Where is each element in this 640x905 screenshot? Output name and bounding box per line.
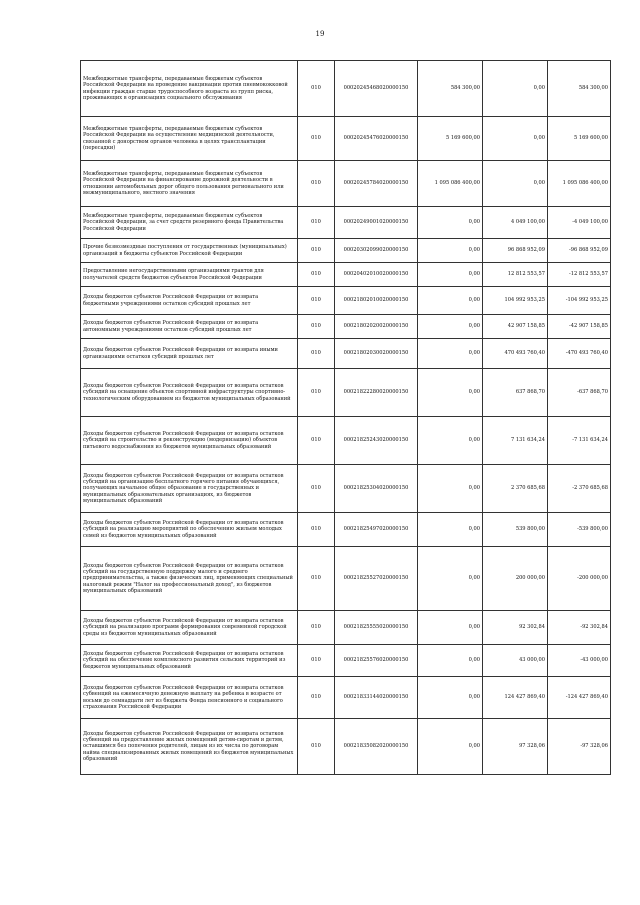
approved-plan-cell: 0,00	[418, 677, 483, 719]
table-row	[81, 263, 611, 287]
unexecuted-amount-cell: -2 370 685,68	[548, 465, 611, 513]
approved-plan-cell: 0,00	[418, 315, 483, 339]
revenue-name-cell: Доходы бюджетов субъектов Российской Федерации от возврата остатков субсидий на строительство и реконструкцию (модернизацию) объектов питьевого водоснабжения из бюджетов муниципальных образований	[81, 417, 298, 465]
unexecuted-amount-cell: -43 000,00	[548, 645, 611, 677]
unexecuted-amount-cell: -42 907 158,85	[548, 315, 611, 339]
line-code-cell: 010	[298, 513, 335, 547]
line-code-cell: 010	[298, 645, 335, 677]
classification-code-cell: 00021825576020000150	[335, 645, 418, 677]
unexecuted-amount-cell: -12 812 553,57	[548, 263, 611, 287]
table-row	[81, 645, 611, 677]
line-code-cell: 010	[298, 315, 335, 339]
approved-plan-cell: 0,00	[418, 287, 483, 315]
approved-plan-cell: 1 095 086 400,00	[418, 161, 483, 207]
line-code-cell: 010	[298, 465, 335, 513]
table-row	[81, 719, 611, 775]
budget-revenue-table	[80, 60, 611, 775]
revenue-name-cell: Доходы бюджетов субъектов Российской Федерации от возврата иными организациями остатков субсидий прошлых лет	[81, 339, 298, 369]
classification-code-cell: 00020402010020000150	[335, 263, 418, 287]
classification-code-cell: 00020245468020000150	[335, 61, 418, 117]
executed-amount-cell: 4 049 100,00	[483, 207, 548, 239]
unexecuted-amount-cell: -470 493 760,40	[548, 339, 611, 369]
line-code-cell: 010	[298, 161, 335, 207]
table-row	[81, 611, 611, 645]
classification-code-cell: 00020249001020000150	[335, 207, 418, 239]
executed-amount-cell: 96 868 952,09	[483, 239, 548, 263]
table-row	[81, 547, 611, 611]
line-code-cell: 010	[298, 611, 335, 645]
revenue-name-cell: Межбюджетные трансферты, передаваемые бюджетам субъектов Российской Федерации на финансирование дорожной деятельности в отношении автомобильных дорог общего пользования регионального или межмуниципального, местного значения	[81, 161, 298, 207]
revenue-name-cell: Доходы бюджетов субъектов Российской Федерации от возврата остатков субсидий на государственную поддержку малого и среднего предпринимательства, а также физических лиц, применяющих специальный налоговый режим "Налог на профессиональный доход", из бюджетов муниципальных образований	[81, 547, 298, 611]
unexecuted-amount-cell: -124 427 869,40	[548, 677, 611, 719]
executed-amount-cell: 12 812 553,57	[483, 263, 548, 287]
classification-code-cell: 00021825527020000150	[335, 547, 418, 611]
revenue-name-cell: Прочие безвозмездные поступления от государственных (муниципальных) организаций в бюджеты субъектов Российской Федерации	[81, 239, 298, 263]
line-code-cell: 010	[298, 677, 335, 719]
classification-code-cell: 00021802030020000150	[335, 339, 418, 369]
executed-amount-cell: 42 907 158,85	[483, 315, 548, 339]
classification-code-cell: 00021822280020000150	[335, 369, 418, 417]
executed-amount-cell: 92 302,84	[483, 611, 548, 645]
approved-plan-cell: 0,00	[418, 719, 483, 775]
table-row	[81, 369, 611, 417]
approved-plan-cell: 0,00	[418, 547, 483, 611]
table-row	[81, 61, 611, 117]
line-code-cell: 010	[298, 61, 335, 117]
classification-code-cell: 00021825497020000150	[335, 513, 418, 547]
revenue-name-cell: Доходы бюджетов субъектов Российской Федерации от возврата остатков субсидий на организацию бесплатного горячего питания обучающихся, получающих начальное общее образование в государственных и муниципальных образовательных организациях, из бюджетов муниципальных образований	[81, 465, 298, 513]
line-code-cell: 010	[298, 417, 335, 465]
unexecuted-amount-cell: -200 000,00	[548, 547, 611, 611]
classification-code-cell: 00021825555020000150	[335, 611, 418, 645]
classification-code-cell: 00020245784020000150	[335, 161, 418, 207]
approved-plan-cell: 584 300,00	[418, 61, 483, 117]
executed-amount-cell: 0,00	[483, 161, 548, 207]
table-row	[81, 339, 611, 369]
table-row	[81, 417, 611, 465]
revenue-name-cell: Доходы бюджетов субъектов Российской Федерации от возврата остатков субсидий на обеспечение комплексного развития сельских территорий из бюджетов муниципальных образований	[81, 645, 298, 677]
executed-amount-cell: 0,00	[483, 61, 548, 117]
unexecuted-amount-cell: -4 049 100,00	[548, 207, 611, 239]
table-row	[81, 117, 611, 161]
unexecuted-amount-cell: 584 300,00	[548, 61, 611, 117]
line-code-cell: 010	[298, 207, 335, 239]
unexecuted-amount-cell: -96 868 952,09	[548, 239, 611, 263]
revenue-name-cell: Межбюджетные трансферты, передаваемые бюджетам субъектов Российской Федерации на осуществление медицинской деятельности, связанной с донорством органов человека в целях трансплантации (пересадки)	[81, 117, 298, 161]
classification-code-cell: 00021833144020000150	[335, 677, 418, 719]
page-number: 19	[315, 30, 325, 38]
unexecuted-amount-cell: -104 992 953,25	[548, 287, 611, 315]
executed-amount-cell: 0,00	[483, 117, 548, 161]
line-code-cell: 010	[298, 239, 335, 263]
executed-amount-cell: 470 493 760,40	[483, 339, 548, 369]
approved-plan-cell: 0,00	[418, 239, 483, 263]
classification-code-cell: 00021825243020000150	[335, 417, 418, 465]
approved-plan-cell: 0,00	[418, 645, 483, 677]
executed-amount-cell: 104 992 953,25	[483, 287, 548, 315]
revenue-name-cell: Межбюджетные трансферты, передаваемые бюджетам субъектов Российской Федерации, за счет средств резервного фонда Правительства Российской Федерации	[81, 207, 298, 239]
line-code-cell: 010	[298, 369, 335, 417]
revenue-name-cell: Доходы бюджетов субъектов Российской Федерации от возврата автономными учреждениями остатков субсидий прошлых лет	[81, 315, 298, 339]
classification-code-cell: 00021825304020000150	[335, 465, 418, 513]
revenue-name-cell: Доходы бюджетов субъектов Российской Федерации от возврата остатков субсидий на реализацию мероприятий по обеспечению жильем молодых семей из бюджетов муниципальных образований	[81, 513, 298, 547]
executed-amount-cell: 43 000,00	[483, 645, 548, 677]
unexecuted-amount-cell: -97 328,06	[548, 719, 611, 775]
executed-amount-cell: 124 427 869,40	[483, 677, 548, 719]
revenue-name-cell: Предоставление негосударственными организациями грантов для получателей средств бюджетов субъектов Российской Федерации	[81, 263, 298, 287]
line-code-cell: 010	[298, 287, 335, 315]
approved-plan-cell: 0,00	[418, 369, 483, 417]
executed-amount-cell: 7 131 634,24	[483, 417, 548, 465]
table-row	[81, 465, 611, 513]
classification-code-cell: 00021835082020000150	[335, 719, 418, 775]
approved-plan-cell: 0,00	[418, 611, 483, 645]
executed-amount-cell: 637 868,70	[483, 369, 548, 417]
unexecuted-amount-cell: -92 302,84	[548, 611, 611, 645]
unexecuted-amount-cell: -7 131 634,24	[548, 417, 611, 465]
unexecuted-amount-cell: -637 868,70	[548, 369, 611, 417]
line-code-cell: 010	[298, 263, 335, 287]
executed-amount-cell: 2 370 685,68	[483, 465, 548, 513]
revenue-name-cell: Доходы бюджетов субъектов Российской Федерации от возврата остатков субсидий на реализацию программ формирования современной городской среды из бюджетов муниципальных образований	[81, 611, 298, 645]
approved-plan-cell: 0,00	[418, 513, 483, 547]
executed-amount-cell: 97 328,06	[483, 719, 548, 775]
table-row	[81, 677, 611, 719]
line-code-cell: 010	[298, 117, 335, 161]
approved-plan-cell: 0,00	[418, 339, 483, 369]
approved-plan-cell: 0,00	[418, 207, 483, 239]
table-row	[81, 513, 611, 547]
classification-code-cell: 00020302099020000150	[335, 239, 418, 263]
classification-code-cell: 00021802010020000150	[335, 287, 418, 315]
line-code-cell: 010	[298, 547, 335, 611]
unexecuted-amount-cell: 1 095 086 400,00	[548, 161, 611, 207]
approved-plan-cell: 5 169 600,00	[418, 117, 483, 161]
classification-code-cell: 00021802020020000150	[335, 315, 418, 339]
approved-plan-cell: 0,00	[418, 417, 483, 465]
table-row	[81, 239, 611, 263]
revenue-name-cell: Доходы бюджетов субъектов Российской Федерации от возврата остатков субвенций на предоставление жилых помещений детям-сиротам и детям, оставшимся без попечения родителей, лицам из их числа по договорам найма специализированных жилых помещений из бюджетов муниципальных образований	[81, 719, 298, 775]
classification-code-cell: 00020245476020000150	[335, 117, 418, 161]
executed-amount-cell: 539 800,00	[483, 513, 548, 547]
executed-amount-cell: 200 000,00	[483, 547, 548, 611]
revenue-name-cell: Доходы бюджетов субъектов Российской Федерации от возврата бюджетными учреждениями остатков субсидий прошлых лет	[81, 287, 298, 315]
unexecuted-amount-cell: -539 800,00	[548, 513, 611, 547]
revenue-name-cell: Доходы бюджетов субъектов Российской Федерации от возврата остатков субвенций на ежемесячную денежную выплату на ребенка в возрасте от восьми до семнадцати лет из бюджета Фонда пенсионного и социального страхования Российской Федерации	[81, 677, 298, 719]
approved-plan-cell: 0,00	[418, 465, 483, 513]
table-row	[81, 287, 611, 315]
line-code-cell: 010	[298, 339, 335, 369]
line-code-cell: 010	[298, 719, 335, 775]
table-row	[81, 161, 611, 207]
unexecuted-amount-cell: 5 169 600,00	[548, 117, 611, 161]
revenue-name-cell: Доходы бюджетов субъектов Российской Федерации от возврата остатков субсидий на оснащение объектов спортивной инфраструктуры спортивно-технологическим оборудованием из бюджетов муниципальных образований	[81, 369, 298, 417]
table-row	[81, 315, 611, 339]
revenue-name-cell: Межбюджетные трансферты, передаваемые бюджетам субъектов Российской Федерации на проведение вакцинации против пневмококковой инфекции граждан старше трудоспособного возраста из групп риска, проживающих в организациях социального обслуживания	[81, 61, 298, 117]
approved-plan-cell: 0,00	[418, 263, 483, 287]
table-row	[81, 207, 611, 239]
